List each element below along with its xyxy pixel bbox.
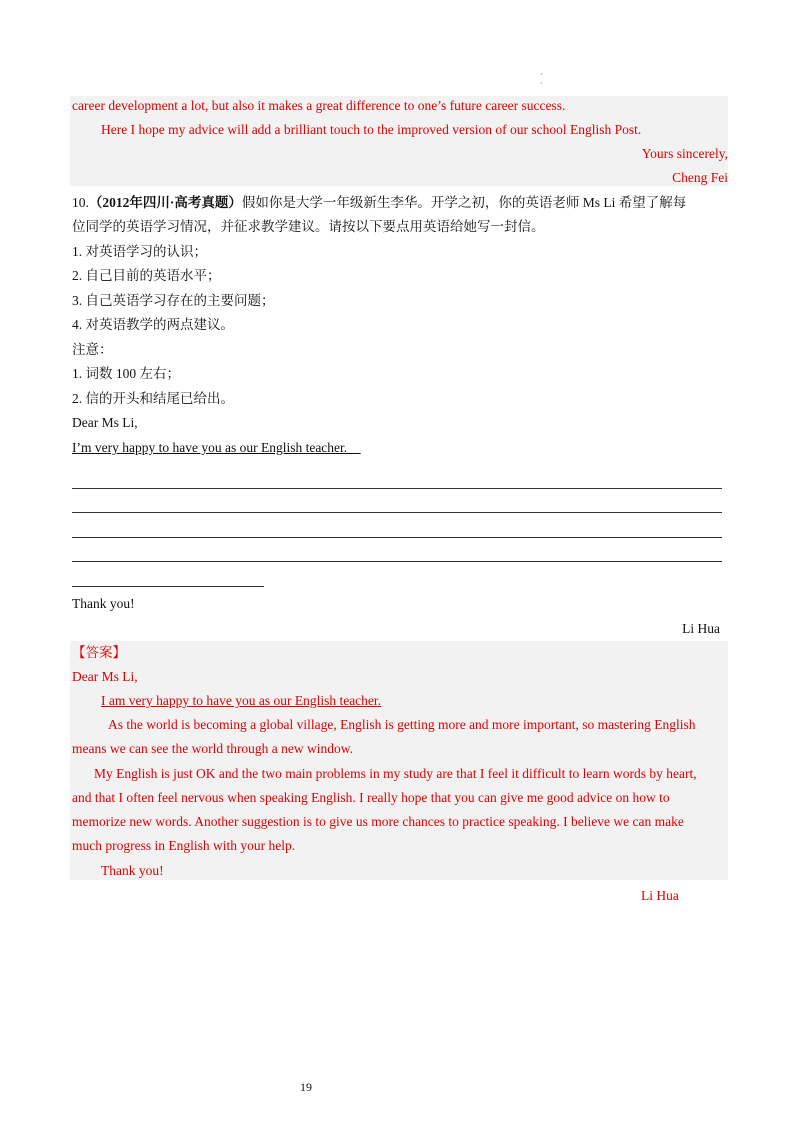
decorative-dots: · · [540, 70, 543, 88]
answer-line: My English is just OK and the two main problems in my study are that I feel it difficult to learn words by heart, [94, 766, 697, 781]
letter-greeting: Dear Ms Li, [72, 415, 138, 430]
page-number: 19 [300, 1080, 312, 1094]
answer-line: As the world is becoming a global village, English is getting more and more important, so mastering English [108, 717, 696, 732]
question-source: （2012年四川·高考真题） [88, 195, 242, 210]
question-number: 10. [72, 195, 89, 210]
answer-greeting: Dear Ms Li, [72, 669, 138, 684]
previous-answer-line: career development a lot, but also it makes a great difference to one’s future career success. [72, 98, 566, 113]
writing-line [72, 561, 722, 562]
previous-answer-signature: Cheng Fei [672, 170, 728, 185]
answer-label: 【答案】 [72, 645, 126, 660]
letter-opening-sentence: I’m very happy to have you as our English teacher. [72, 440, 348, 455]
writing-line [72, 512, 722, 513]
writing-line [72, 488, 722, 489]
answer-thanks: Thank you! [101, 863, 164, 878]
answer-signature: Li Hua [641, 888, 679, 903]
letter-thanks: Thank you! [72, 596, 135, 611]
question-heading [72, 194, 686, 212]
answer-line: and that I often feel nervous when speaking English. I really hope that you can give me good advice on how to [72, 790, 670, 805]
answer-line: means we can see the world through a new window. [72, 741, 354, 756]
requirement-point: 2. 自己目前的英语水平； [72, 268, 221, 283]
writing-line [72, 586, 264, 587]
answer-line: much progress in English with your help. [72, 838, 296, 853]
writing-line [72, 537, 722, 538]
requirement-point: 4. 对英语教学的两点建议。 [72, 317, 234, 332]
previous-answer-line: Here I hope my advice will add a brilliant touch to the improved version of our school English Post. [101, 122, 642, 137]
question-prompt: 假如你是大学一年级新生李华。开学之初，你的英语老师 Ms Li 希望了解每 [241, 195, 687, 210]
previous-answer-closing: Yours sincerely, [641, 146, 728, 161]
requirement-point: 1. 对英语学习的认识； [72, 244, 207, 259]
answer-opening-sentence: I am very happy to have you as our English teacher. [101, 693, 382, 708]
answer-line: memorize new words. Another suggestion is to give us more chances to practice speaking. I believe we can make [72, 814, 684, 829]
note-item: 2. 信的开头和结尾已给出。 [72, 391, 234, 406]
requirement-point: 3. 自己英语学习存在的主要问题； [72, 293, 275, 308]
question-prompt: 位同学的英语学习情况，并征求教学建议。请按以下要点用英语给她写一封信。 [72, 219, 545, 234]
letter-signature: Li Hua [682, 621, 720, 636]
note-item: 1. 词数 100 左右； [72, 366, 180, 381]
notes-title: 注意： [72, 342, 113, 357]
